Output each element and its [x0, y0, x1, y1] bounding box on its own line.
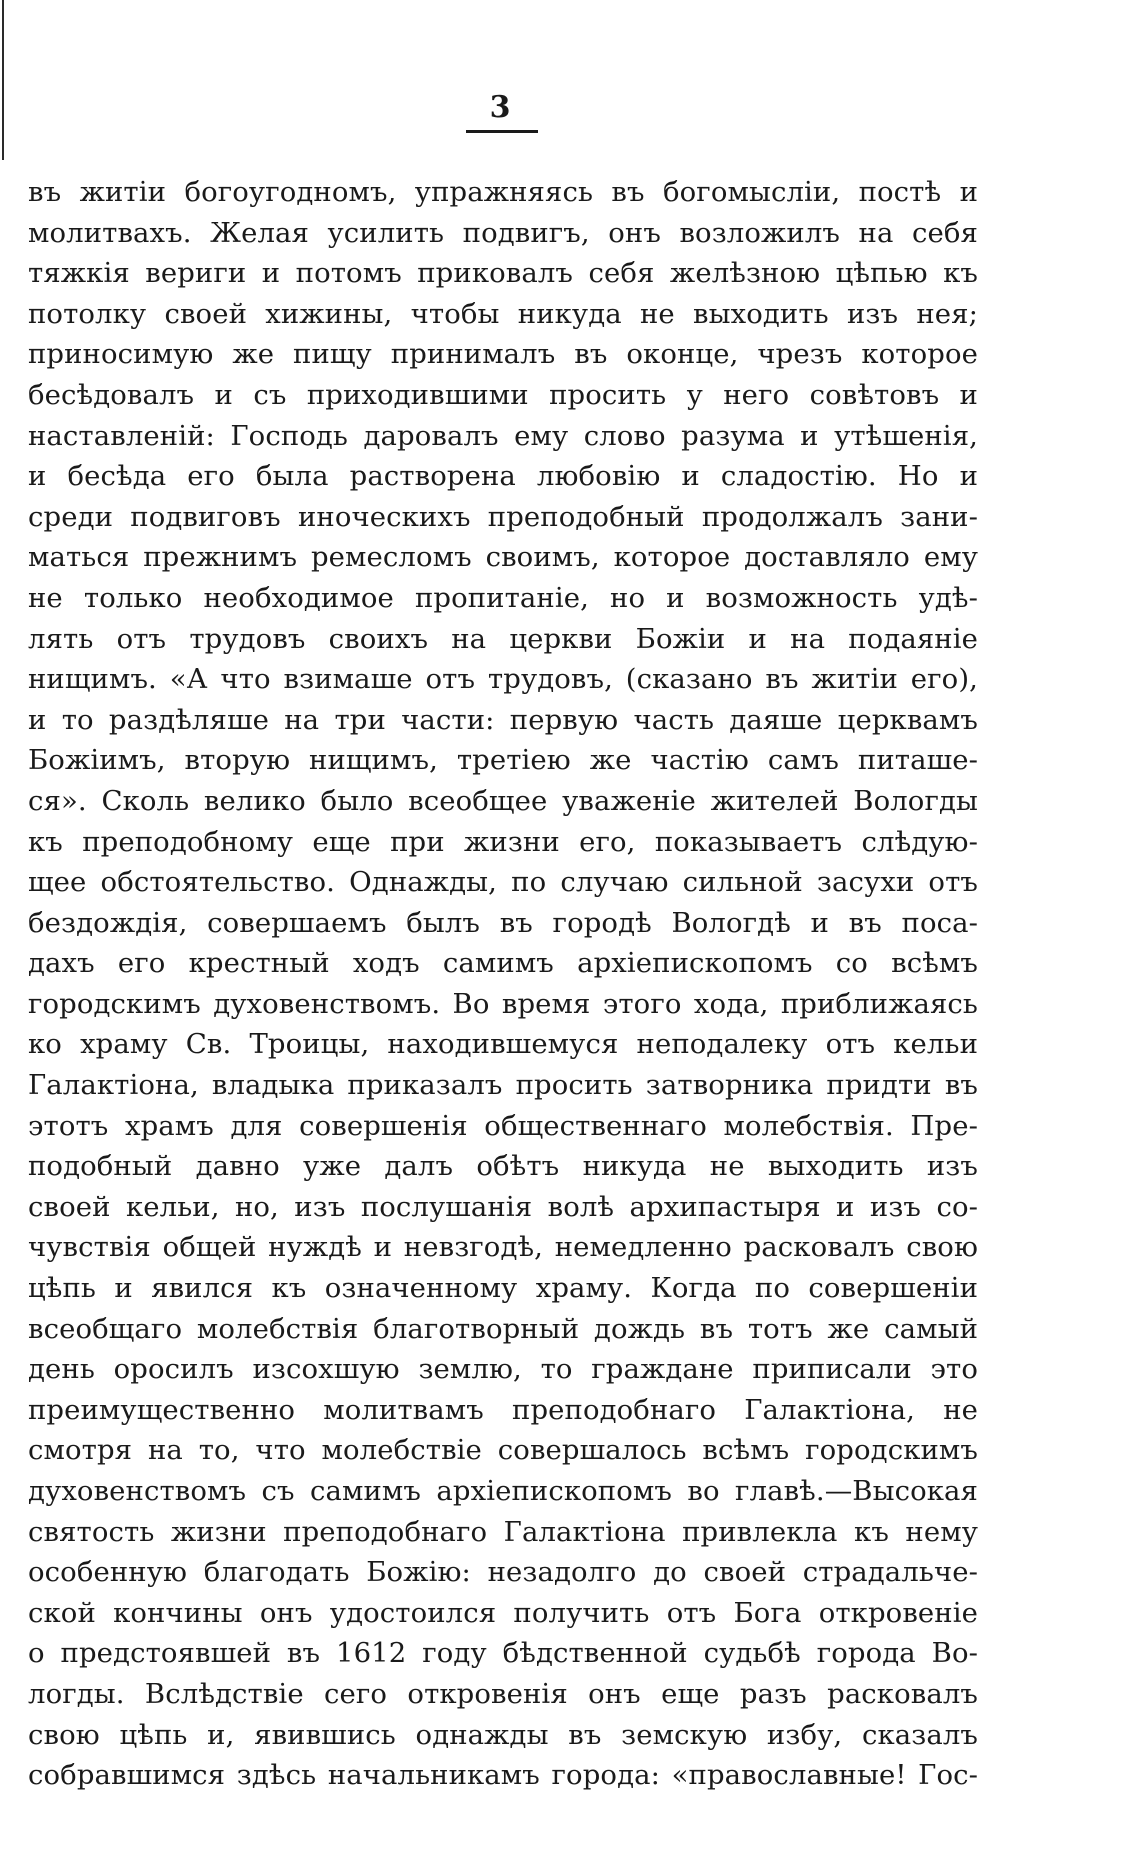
- text-line: святость жизни преподобнаго Галактiона привлекла къ нему: [28, 1515, 978, 1548]
- text-line: этотъ храмъ для совершенiя общественнаго молебствiя. Пре-: [28, 1109, 978, 1142]
- text-line: тяжкiя вериги и потомъ приковалъ себя желѣзною цѣпью къ: [28, 257, 978, 290]
- text-line: всеобщаго молебствiя благотворный дождь въ тотъ же самый: [28, 1312, 978, 1345]
- text-line: къ преподобному еще при жизни его, показываетъ слѣдую-: [28, 825, 978, 858]
- text-line: собравшимся здѣсь начальникамъ города: «православные! Гос-: [28, 1759, 978, 1792]
- text-line: въ житiи богоугодномъ, упражняясь въ богомыслiи, постѣ и: [28, 176, 978, 208]
- text-line: нищимъ. «А что взимаше отъ трудовъ, (сказано въ житiи его),: [28, 663, 978, 696]
- text-line: среди подвиговъ иноческихъ преподобный продолжалъ зани-: [28, 500, 978, 533]
- text-line: маться прежнимъ ремесломъ своимъ, которое доставляло ему: [28, 541, 978, 574]
- text-line: молитвахъ. Желая усилить подвигъ, онъ возложилъ на себя: [28, 216, 978, 249]
- text-line: своей кельи, но, изъ послушанiя волѣ архипастыря и изъ со-: [28, 1190, 978, 1223]
- text-line: духовенствомъ съ самимъ архiепископомъ во главѣ.—Высокая: [28, 1475, 978, 1507]
- text-line: приносимую же пищу принималъ въ оконце, чрезъ которое: [28, 338, 978, 371]
- text-line: и бесѣда его была растворена любовiю и сладостiю. Но и: [28, 460, 978, 493]
- text-line: свою цѣпь и, явившись однажды въ земскую избу, сказалъ: [28, 1718, 978, 1751]
- text-line: не только необходимое пропитанiе, но и возможность удѣ-: [28, 581, 978, 614]
- text-line: потолку своей хижины, чтобы никуда не выходить изъ нея;: [28, 297, 978, 330]
- text-line: лять отъ трудовъ своихъ на церкви Божiи и на подаянiе: [28, 622, 978, 655]
- text-line: и то раздѣляше на три части: первую часть даяше церквамъ: [28, 703, 978, 736]
- text-line: чувствiя общей нуждѣ и невзгодѣ, немедленно расковалъ свою: [28, 1231, 978, 1264]
- text-line: Галактiона, владыка приказалъ просить затворника придти въ: [28, 1069, 978, 1102]
- page-number: 3: [489, 90, 511, 125]
- text-line: городскимъ духовенствомъ. Во время этого хода, приближаясь: [28, 987, 978, 1020]
- text-line: бездождiя, совершаемъ былъ въ городѣ Вологдѣ и въ поса-: [28, 906, 978, 939]
- text-line: ской кончины онъ удостоился получить отъ Бога откровенiе: [28, 1596, 978, 1629]
- text-line: Божiимъ, вторую нищимъ, третiею же частiю самъ питаше-: [28, 744, 978, 777]
- body-text: [28, 172, 978, 1796]
- text-line: ся». Сколь велико было всеобщее уваженiе жителей Вологды: [28, 784, 978, 817]
- text-line: щее обстоятельство. Однажды, по случаю сильной засухи отъ: [28, 866, 978, 899]
- text-line: цѣпь и явился къ означенному храму. Когда по совершенiи: [28, 1272, 978, 1305]
- text-line: бесѣдовалъ и съ приходившими просить у него совѣтовъ и: [28, 378, 978, 411]
- text-line: ко храму Св. Троицы, находившемуся неподалеку отъ кельи: [28, 1028, 978, 1061]
- text-line: дахъ его крестный ходъ самимъ архiепископомъ со всѣмъ: [28, 947, 978, 980]
- scan-edge-line: [2, 0, 4, 160]
- text-line: день оросилъ изсохшую землю, то граждане приписали это: [28, 1353, 978, 1386]
- text-line: логды. Вслѣдствiе сего откровенiя онъ еще разъ расковалъ: [28, 1677, 978, 1710]
- text-line: особенную благодать Божiю: незадолго до своей страдальче-: [28, 1556, 978, 1589]
- text-line: преимущественно молитвамъ преподобнаго Галактiона, не: [28, 1393, 978, 1426]
- text-line: смотря на то, что молебствiе совершалось всѣмъ городскимъ: [28, 1434, 978, 1467]
- page-number-underline: [466, 130, 538, 133]
- text-line: о предстоявшей въ 1612 году бѣдственной судьбѣ города Во-: [28, 1637, 978, 1670]
- text-line: подобный давно уже далъ обѣтъ никуда не выходить изъ: [28, 1150, 978, 1183]
- text-line: наставленiй: Господь даровалъ ему слово разума и утѣшенiя,: [28, 419, 978, 452]
